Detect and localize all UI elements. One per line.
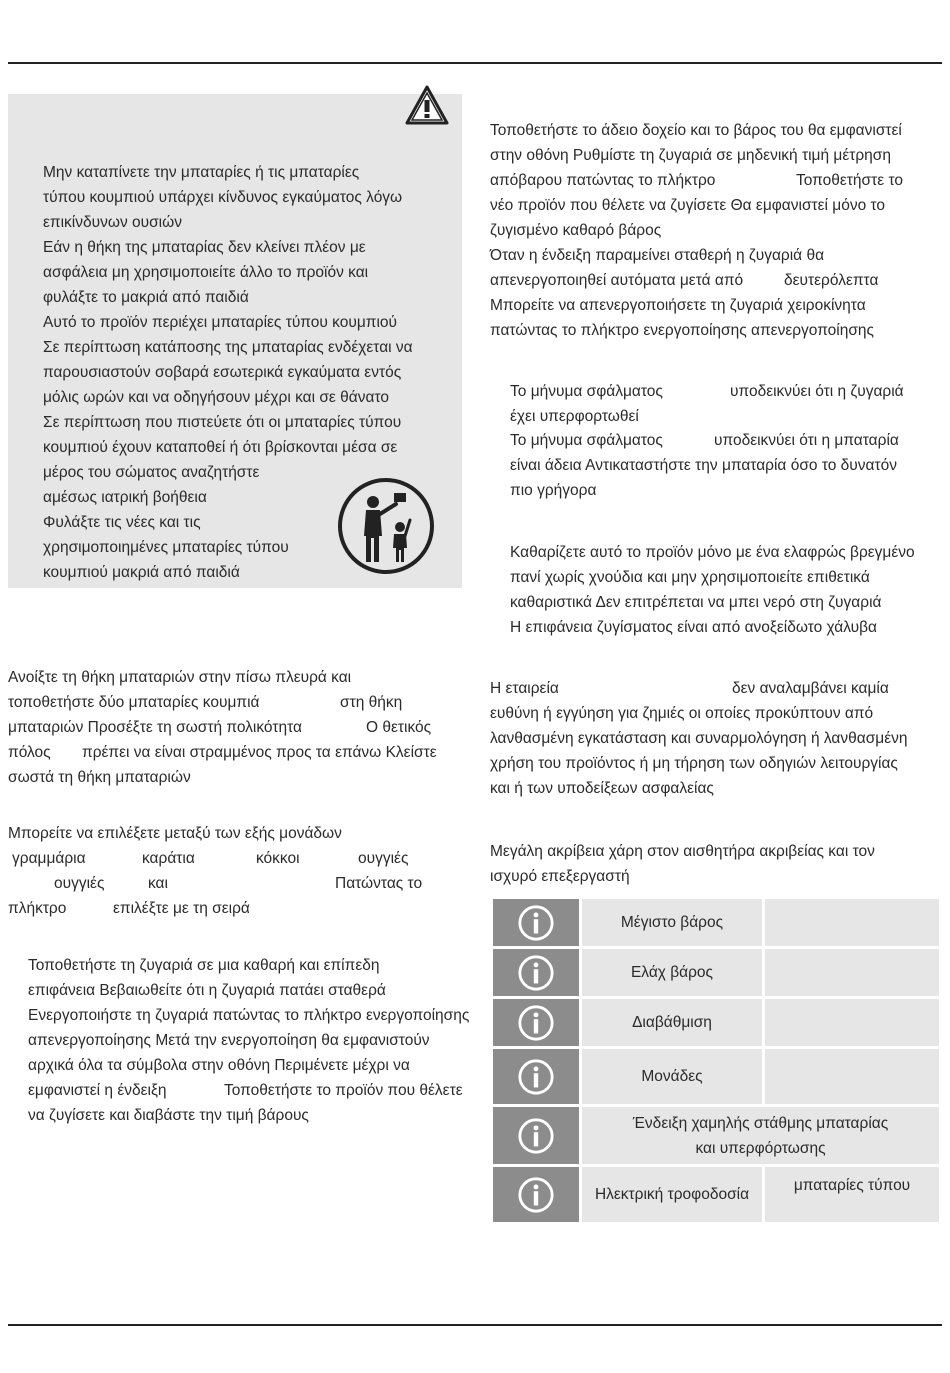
text-line: χρήση του προϊόντος ή μη τήρηση των οδηγιών λειτουργίας xyxy=(490,755,898,772)
spec-value xyxy=(764,998,941,1048)
text-line: Η επιφάνεια ζυγίσματος είναι από ανοξείδωτο χάλυβα xyxy=(510,619,877,636)
spec-label: Διαβάθμιση xyxy=(581,998,764,1048)
text-line: υποδεικνύει ότι η μπαταρία xyxy=(714,432,899,449)
text-line: μέρος του σώματος αναζητήστε xyxy=(43,464,260,481)
text-line: επιλέξτε με τη σειρά xyxy=(113,900,250,917)
unit-label: καράτια xyxy=(142,850,195,867)
unit-label: κόκκοι xyxy=(256,850,300,867)
info-icon xyxy=(517,1117,555,1155)
text-line: φυλάξτε το μακριά από παιδιά xyxy=(43,289,249,306)
text-line: Ο θετικός xyxy=(366,719,432,736)
text-line: απόβαρου πατώντας το πλήκτρο xyxy=(490,172,716,189)
text-line: δευτερόλεπτα xyxy=(784,272,879,289)
text-line: Η εταιρεία xyxy=(490,680,559,697)
footer-rule xyxy=(8,1324,942,1326)
table-row xyxy=(492,898,941,948)
text-line: Τοποθετήστε τη ζυγαριά σε μια καθαρή και επίπεδη xyxy=(28,957,380,974)
info-cell xyxy=(492,998,581,1048)
text-line: ισχυρό επεξεργαστή xyxy=(490,868,630,885)
text-line: ευθύνη ή εγγύηση για ζημιές οι οποίες προκύπτουν από xyxy=(490,705,874,722)
table-row xyxy=(492,1106,941,1166)
text-line: υποδεικνύει ότι η ζυγαριά xyxy=(730,383,904,400)
text-line: παρουσιαστούν σοβαρά εσωτερικά εγκαύματα εντός xyxy=(43,364,402,381)
specs-table xyxy=(490,896,942,1225)
text-line: πατώντας το πλήκτρο ενεργοποίησης απενεργοποίησης xyxy=(490,322,875,339)
text-line: έχει υπερφορτωθεί xyxy=(510,408,639,425)
text-line: χρησιμοποιημένες μπαταρίες τύπου xyxy=(43,539,289,556)
text-line: και xyxy=(148,875,168,892)
text-line: Το μήνυμα σφάλματος xyxy=(510,432,663,449)
info-cell xyxy=(492,1048,581,1106)
spec-label: Ένδειξη χαμηλής στάθμης μπαταρίας και υπερφόρτωσης xyxy=(581,1106,941,1166)
text-line: τύπου κουμπιού υπάρχει κίνδυνος εγκαύματος λόγω xyxy=(43,189,403,206)
spec-label: Μέγιστο βάρος xyxy=(581,898,764,948)
text-line: Όταν η ένδειξη παραμείνει σταθερή η ζυγαριά θα xyxy=(490,247,825,264)
table-row xyxy=(492,1048,941,1106)
text-line: στην οθόνη Ρυθμίστε τη ζυγαριά σε μηδενική τιμή μέτρηση xyxy=(490,147,891,164)
text-line: Ανοίξτε τη θήκη μπαταριών στην πίσω πλευρά και xyxy=(8,669,352,686)
text-line: Σε περίπτωση κατάποσης της μπαταρίας ενδέχεται να xyxy=(43,339,413,356)
text-line: εμφανιστεί η ένδειξη xyxy=(28,1082,167,1099)
spec-label: Ελάχ βάρος xyxy=(581,948,764,998)
text-line: στη θήκη xyxy=(340,694,403,711)
info-icon xyxy=(517,1058,555,1096)
table-row xyxy=(492,1166,941,1224)
text-line: Τοποθετήστε το προϊόν που θέλετε xyxy=(224,1082,463,1099)
text-line: μόλις ωρών και να οδηγήσουν μέχρι και σε θάνατο xyxy=(43,389,389,406)
text-line: δεν αναλαμβάνει καμία xyxy=(732,680,889,697)
text-line: κουμπιού έχουν καταποθεί ή ότι βρίσκονται μέσα σε xyxy=(43,439,398,456)
table-row xyxy=(492,998,941,1048)
text-line: απενεργοποίησης Μετά την ενεργοποίηση θα εμφανιστούν xyxy=(28,1032,430,1049)
info-cell xyxy=(492,1166,581,1224)
text-line: Πατώντας το xyxy=(335,875,423,892)
text-line: πιο γρήγορα xyxy=(510,482,597,499)
text-line: Μεγάλη ακρίβεια χάρη στον αισθητήρα ακριβείας και τον xyxy=(490,843,875,860)
text-line: αρχικά όλα τα σύμβολα στην οθόνη Περιμένετε μέχρι να xyxy=(28,1057,410,1074)
keep-away-from-children-icon xyxy=(336,476,436,576)
spec-label: Μονάδες xyxy=(581,1048,764,1106)
text-line: Φυλάξτε τις νέες και τις xyxy=(43,514,201,531)
text-line: πλήκτρο xyxy=(8,900,67,917)
text-line: τοποθετήστε δύο μπαταρίες κουμπιά xyxy=(8,694,260,711)
text-line: μπαταριών Προσέξτε τη σωστή πολικότητα xyxy=(8,719,302,736)
text-line: Ενεργοποιήστε τη ζυγαριά πατώντας το πλήκτρο ενεργοποίησης xyxy=(28,1007,470,1024)
text-line: Καθαρίζετε αυτό το προϊόν μόνο με ένα ελαφρώς βρεγμένο xyxy=(510,544,915,561)
text-line: επικίνδυνων ουσιών xyxy=(43,214,182,231)
spec-value xyxy=(764,1048,941,1106)
table-row xyxy=(492,948,941,998)
text-line: είναι άδεια Αντικαταστήστε την μπαταρία όσο το δυνατόν xyxy=(510,457,897,474)
warning-triangle-icon xyxy=(404,84,450,126)
text-line: ζυγισμένο καθαρό βάρος xyxy=(490,222,662,239)
unit-label: γραμμάρια xyxy=(12,850,86,867)
info-cell xyxy=(492,1106,581,1166)
text-line: Εάν η θήκη της μπαταρίας δεν κλείνει πλέον με xyxy=(43,239,366,256)
header-rule xyxy=(8,62,942,64)
text-line: πανί χωρίς χνούδια και μην χρησιμοποιείτε επιθετικά xyxy=(510,569,870,586)
text-line: πόλος xyxy=(8,744,51,761)
info-cell xyxy=(492,948,581,998)
text-line: Μπορείτε να απενεργοποιήσετε τη ζυγαριά χειροκίνητα xyxy=(490,297,866,314)
text-line: αμέσως ιατρική βοήθεια xyxy=(43,489,207,506)
text-line: και ή των υποδείξεων ασφαλείας xyxy=(490,780,714,797)
info-icon xyxy=(517,1176,555,1214)
info-icon xyxy=(517,954,555,992)
text-line: σωστά τη θήκη μπαταριών xyxy=(8,769,191,786)
text-line: Αυτό το προϊόν περιέχει μπαταρίες τύπου κουμπιού xyxy=(43,314,397,331)
text-line: λανθασμένη εγκατάσταση και συναρμολόγηση ή λανθασμένη xyxy=(490,730,908,747)
unit-label: ουγγιές xyxy=(54,875,105,892)
text-line: Το μήνυμα σφάλματος xyxy=(510,383,663,400)
spec-value xyxy=(764,898,941,948)
spec-value: μπαταρίες τύπου xyxy=(764,1166,941,1224)
text-line: Σε περίπτωση που πιστεύετε ότι οι μπαταρίες τύπου xyxy=(43,414,402,431)
text-line: Μην καταπίνετε την μπαταρίες ή τις μπαταρίες xyxy=(43,164,360,181)
unit-label: ουγγιές xyxy=(358,850,409,867)
info-cell xyxy=(492,898,581,948)
text-line: απενεργοποιηθεί αυτόματα μετά από xyxy=(490,272,744,289)
text-line: κουμπιού μακριά από παιδιά xyxy=(43,564,240,581)
text-line: ασφάλεια μη χρησιμοποιείτε άλλο το προϊόν και xyxy=(43,264,369,281)
text-line: Μπορείτε να επιλέξετε μεταξύ των εξής μονάδων xyxy=(8,825,342,842)
text-line: να ζυγίσετε και διαβάστε την τιμή βάρους xyxy=(28,1107,309,1124)
info-icon xyxy=(517,904,555,942)
spec-value xyxy=(764,948,941,998)
text-line: επιφάνεια Βεβαιωθείτε ότι η ζυγαριά πατάει σταθερά xyxy=(28,982,386,999)
text-line: νέο προϊόν που θέλετε να ζυγίσετε Θα εμφανιστεί μόνο το xyxy=(490,197,886,214)
spec-label: Ηλεκτρική τροφοδοσία xyxy=(581,1166,764,1224)
text-line: Τοποθετήστε το άδειο δοχείο και το βάρος του θα εμφανιστεί xyxy=(490,122,902,139)
info-icon xyxy=(517,1004,555,1042)
text-line: Τοποθετήστε το xyxy=(796,172,903,189)
text-line: πρέπει να είναι στραμμένος προς τα επάνω Κλείστε xyxy=(82,744,437,761)
text-line: καθαριστικά Δεν επιτρέπεται να μπει νερό στη ζυγαριά xyxy=(510,594,882,611)
